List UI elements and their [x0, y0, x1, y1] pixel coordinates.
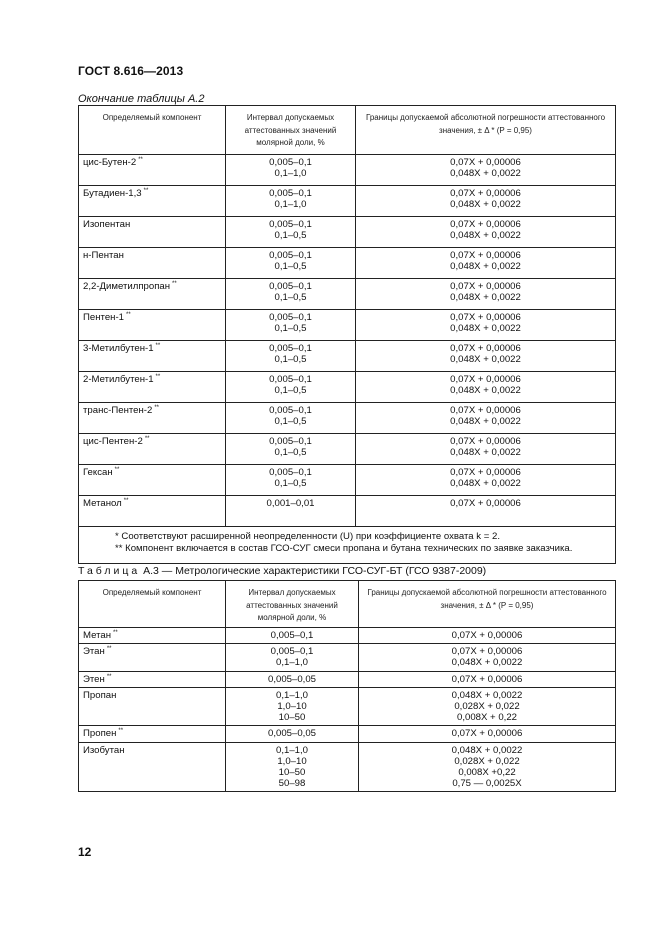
table-row — [79, 155, 616, 186]
error-value: 0,048X + 0,0022 — [451, 689, 523, 701]
error-value: 0,07X + 0,00006 — [450, 157, 521, 168]
error-cell — [359, 726, 616, 742]
interval-cell — [226, 155, 356, 186]
table2-caption — [78, 565, 486, 577]
interval-cell — [226, 403, 356, 434]
table2-col-component: Определяемый компонент — [79, 581, 226, 628]
interval-value: 0,005–0,1 — [269, 467, 312, 478]
component-name-cell — [79, 644, 226, 671]
component-name: Пропен — [83, 728, 117, 740]
component-name: Гексан — [83, 467, 113, 478]
error-value: 0,008X +0,22 — [458, 767, 516, 779]
interval-value: 0,1–0,5 — [274, 292, 307, 304]
error-value: 0,048X + 0,0022 — [451, 657, 523, 669]
component-name-cell — [79, 341, 226, 372]
table1-caption: Окончание таблицы А.2 — [78, 93, 205, 105]
footnote-mark: ** — [155, 343, 161, 349]
component-name-cell — [79, 279, 226, 310]
table1-notes-row — [79, 527, 616, 564]
table2-caption-text: А.3 — Метрологические характеристики ГСО-СУГ-БТ (ГСО 9387-2009) — [143, 565, 487, 577]
error-value: 0,07X + 0,00006 — [450, 250, 521, 261]
error-value: 0,048X + 0,0022 — [451, 744, 523, 756]
interval-value: 0,005–0,1 — [269, 281, 312, 292]
component-name: Метанол — [83, 498, 122, 509]
interval-value: 0,1–1,0 — [275, 689, 308, 701]
error-value: 0,048X + 0,0022 — [450, 168, 521, 180]
interval-cell — [226, 726, 359, 742]
table-row — [79, 434, 616, 465]
error-cell — [359, 687, 616, 726]
interval-value: 10–50 — [278, 767, 306, 779]
error-cell — [359, 671, 616, 687]
error-value: 0,07X + 0,00006 — [450, 219, 521, 230]
component-name-cell — [79, 217, 226, 248]
error-value: 0,048X + 0,0022 — [450, 199, 521, 211]
component-name: Этен — [83, 673, 105, 685]
interval-value: 0,1–1,0 — [274, 199, 307, 211]
error-cell — [356, 217, 616, 248]
table1-col-error: Границы допускаемой абсолютной погрешности аттестованного значения, ± Δ * (P = 0,95) — [356, 106, 616, 155]
interval-cell — [226, 248, 356, 279]
error-value: 0,048X + 0,0022 — [450, 478, 521, 490]
interval-value: 0,005–0,1 — [270, 646, 314, 658]
interval-value: 0,1–0,5 — [274, 447, 307, 459]
interval-value: 0,1–0,5 — [274, 478, 307, 490]
table-row — [79, 726, 616, 742]
interval-cell — [226, 341, 356, 372]
error-value: 0,048X + 0,0022 — [450, 385, 521, 397]
interval-value: 1,0–10 — [277, 755, 307, 767]
interval-value: 0,005–0,1 — [269, 343, 312, 354]
interval-value: 0,1–1,0 — [274, 168, 307, 180]
footnote: ** Компонент включается в состав ГСО-СУГ смеси пропана и бутана технических по заявке заказчика. — [115, 543, 573, 554]
interval-cell — [226, 628, 359, 644]
component-name: цис-Пентен-2 — [83, 436, 143, 447]
component-name: 2-Метилбутен-1 — [83, 374, 154, 385]
error-cell — [359, 644, 616, 671]
interval-value: 10–50 — [278, 712, 306, 724]
interval-value: 0,005–0,1 — [270, 630, 314, 641]
component-name-cell — [79, 403, 226, 434]
interval-value: 0,1–0,5 — [274, 385, 307, 397]
interval-cell — [226, 310, 356, 341]
interval-value: 50–98 — [278, 778, 306, 790]
table2-col-interval: Интервал допускаемых аттестованных значений молярной доли, % — [226, 581, 359, 628]
error-cell — [356, 372, 616, 403]
error-value: 0,07X + 0,00006 — [450, 405, 521, 416]
component-name: Бутадиен-1,3 — [83, 188, 142, 199]
component-name-cell — [79, 155, 226, 186]
interval-value: 0,1–0,5 — [274, 230, 307, 242]
interval-value: 0,005–0,05 — [267, 673, 316, 685]
component-name: Этан — [83, 646, 105, 658]
table-row — [79, 310, 616, 341]
error-value: 0,07X + 0,00006 — [450, 312, 521, 323]
component-name-cell — [79, 465, 226, 496]
footnote-mark: ** — [106, 673, 112, 680]
error-cell — [359, 742, 616, 792]
interval-cell — [226, 496, 356, 527]
error-value: 0,048X + 0,0022 — [450, 230, 521, 242]
footnote-mark: ** — [113, 630, 118, 636]
footnote-mark: ** — [125, 312, 131, 318]
component-name-cell — [79, 628, 226, 644]
interval-value: 1,0–10 — [277, 701, 307, 713]
component-name: 2,2-Диметилпропан — [83, 281, 171, 292]
component-name: Изобутан — [83, 744, 125, 756]
error-value: 0,048X + 0,0022 — [450, 323, 521, 335]
footnote-mark: ** — [114, 467, 120, 473]
interval-cell — [226, 742, 359, 792]
interval-value: 0,005–0,05 — [267, 728, 316, 740]
table-row — [79, 742, 616, 792]
interval-value: 0,1–0,5 — [274, 416, 307, 428]
footnote-mark: ** — [106, 646, 112, 653]
table2-caption-prefix: Таблица — [78, 565, 141, 577]
table1-notes — [79, 527, 616, 564]
interval-value: 0,005–0,1 — [269, 312, 312, 323]
interval-cell — [226, 372, 356, 403]
error-value: 0,07X + 0,00006 — [450, 343, 521, 354]
error-cell — [356, 465, 616, 496]
error-value: 0,07X + 0,00006 — [451, 673, 523, 685]
interval-value: 0,005–0,1 — [269, 405, 312, 416]
component-name: Пропан — [83, 689, 117, 701]
interval-value: 0,1–1,0 — [275, 657, 308, 669]
component-name: Метан — [83, 630, 112, 641]
error-value: 0,028X + 0,022 — [454, 701, 520, 713]
error-cell — [356, 155, 616, 186]
interval-value: 0,1–0,5 — [274, 354, 307, 366]
table-row — [79, 186, 616, 217]
error-cell — [356, 186, 616, 217]
component-name: 3-Метилбутен-1 — [83, 343, 154, 354]
component-name-cell — [79, 372, 226, 403]
error-cell — [356, 279, 616, 310]
interval-value: 0,005–0,1 — [269, 436, 312, 447]
error-value: 0,07X + 0,00006 — [450, 436, 521, 447]
table-row — [79, 403, 616, 434]
table-row — [79, 465, 616, 496]
error-cell — [356, 496, 616, 527]
component-name-cell — [79, 671, 226, 687]
component-name-cell — [79, 496, 226, 527]
error-value: 0,048X + 0,0022 — [450, 416, 521, 428]
interval-cell — [226, 687, 359, 726]
table1-col-component: Определяемый компонент — [79, 106, 226, 155]
table-row — [79, 341, 616, 372]
footnote: * Соответствуют расширенной неопределенности (U) при коэффициенте охвата k = 2. — [115, 531, 501, 542]
footnote-mark: ** — [155, 374, 161, 380]
interval-value: 0,1–0,5 — [274, 323, 307, 335]
error-value: 0,048X + 0,0022 — [450, 354, 521, 366]
component-name: Изопентан — [83, 219, 131, 230]
error-value: 0,07X + 0,00006 — [451, 728, 523, 740]
footnote-mark: ** — [172, 281, 177, 287]
interval-value: 0,001–0,01 — [266, 498, 315, 509]
table2-col-error: Границы допускаемой абсолютной погрешности аттестованного значения, ± Δ * (P = 0,95) — [359, 581, 616, 628]
table-row — [79, 671, 616, 687]
table-a3 — [78, 580, 616, 792]
table-row — [79, 687, 616, 726]
error-value: 0,048X + 0,0022 — [450, 447, 521, 459]
interval-value: 0,005–0,1 — [269, 374, 312, 385]
interval-value: 0,005–0,1 — [269, 250, 312, 261]
table-a2-end — [78, 105, 616, 564]
interval-cell — [226, 644, 359, 671]
component-name: транс-Пентен-2 — [83, 405, 153, 416]
component-name: Пентен-1 — [83, 312, 124, 323]
interval-cell — [226, 671, 359, 687]
interval-cell — [226, 465, 356, 496]
error-cell — [356, 403, 616, 434]
error-cell — [356, 310, 616, 341]
table1-header-row — [79, 106, 616, 155]
error-value: 0,008X + 0,22 — [456, 712, 517, 724]
interval-value: 0,1–0,5 — [274, 261, 307, 273]
component-name-cell — [79, 726, 226, 742]
interval-value: 0,1–1,0 — [275, 744, 308, 756]
interval-value: 0,005–0,1 — [269, 219, 312, 230]
error-value: 0,048X + 0,0022 — [450, 292, 521, 304]
interval-cell — [226, 186, 356, 217]
error-value: 0,048X + 0,0022 — [450, 261, 521, 273]
component-name-cell — [79, 186, 226, 217]
footnote-mark: ** — [154, 405, 160, 411]
error-value: 0,07X + 0,00006 — [451, 646, 523, 658]
error-value: 0,07X + 0,00006 — [450, 281, 521, 292]
footnote-mark: ** — [123, 498, 129, 504]
error-value: 0,07X + 0,00006 — [450, 467, 521, 478]
document-header: ГОСТ 8.616—2013 — [78, 64, 184, 78]
table-row — [79, 372, 616, 403]
interval-value: 0,005–0,1 — [269, 188, 312, 199]
interval-value: 0,005–0,1 — [269, 157, 312, 168]
component-name: н-Пентан — [83, 250, 124, 261]
table-row — [79, 248, 616, 279]
error-cell — [356, 434, 616, 465]
footnote-mark: ** — [138, 157, 143, 163]
component-name-cell — [79, 248, 226, 279]
footnote-mark: ** — [118, 728, 124, 735]
component-name-cell — [79, 434, 226, 465]
table-row — [79, 628, 616, 644]
page-number: 12 — [78, 845, 92, 859]
footnote-mark: ** — [143, 188, 149, 194]
error-cell — [356, 341, 616, 372]
table2-header-row — [79, 581, 616, 628]
table1-col-interval: Интервал допускаемых аттестованных значений молярной доли, % — [226, 106, 356, 155]
table-row — [79, 279, 616, 310]
error-value: 0,07X + 0,00006 — [450, 188, 521, 199]
error-value: 0,07X + 0,00006 — [450, 374, 521, 385]
interval-cell — [226, 279, 356, 310]
component-name-cell — [79, 687, 226, 726]
component-name: цис-Бутен-2 — [83, 157, 137, 168]
error-value: 0,07X + 0,00006 — [450, 498, 521, 509]
component-name-cell — [79, 310, 226, 341]
error-value: 0,75 — 0,0025X — [452, 778, 522, 790]
interval-cell — [226, 217, 356, 248]
error-cell — [359, 628, 616, 644]
error-value: 0,07X + 0,00006 — [451, 630, 523, 641]
footnote-mark: ** — [144, 436, 150, 442]
error-cell — [356, 248, 616, 279]
table-row — [79, 496, 616, 527]
interval-cell — [226, 434, 356, 465]
error-value: 0,028X + 0,022 — [454, 755, 520, 767]
table-row — [79, 644, 616, 671]
table-row — [79, 217, 616, 248]
component-name-cell — [79, 742, 226, 792]
